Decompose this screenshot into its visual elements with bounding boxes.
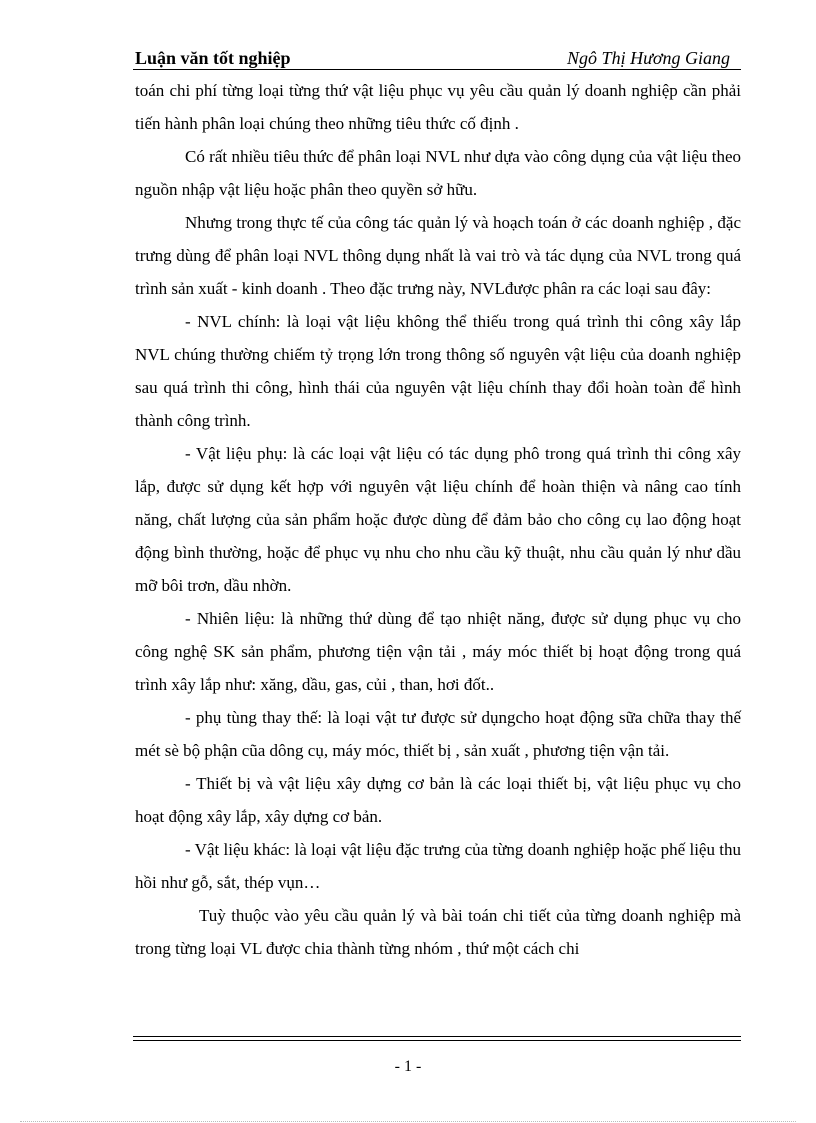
footer-rule [133,1040,741,1041]
page-header [135,48,740,70]
body-text [135,74,741,965]
paragraph: - NVL chính: là loại vật liệu không thể thiếu trong quá trình thi công xây lắp NVL chúng thường chiếm tỷ trọng lớn trong thông số nguyên vật liệu của doanh nghiệp sau quá trình thi công, hình thái của nguyên vật liệu chính thay đổi hoàn toàn để hình thành công trình. [135,312,741,430]
header-author: Ngô Thị Hương Giang [567,48,730,68]
header-title: Luận văn tốt nghiệp [135,48,291,68]
paragraph: - Nhiên liệu: là những thứ dùng để tạo nhiệt năng, được sử dụng phục vụ cho công nghệ SK sản phẩm, phương tiện vận tải , máy móc thiết bị hoạt động trong quá trình xây lắp như: xăng, dầu, gas, củi , than, hơi đốt.. [135,609,741,694]
page-edge [20,1121,796,1122]
paragraph: Có rất nhiều tiêu thức để phân loại NVL như dựa vào công dụng của vật liệu theo nguồn nhập vật liệu hoặc phân theo quyền sở hữu. [135,147,741,199]
page-number: - 1 - [394,1058,422,1075]
paragraph: Nhưng trong thực tế của công tác quản lý và hoạch toán ở các doanh nghiệp , đặc trưng dùng để phân loại NVL thông dụng nhất là vai trò và tác dụng của NVL trong quá trình sản xuất - kinh doanh . Theo đặc trưng này, NVLđược phân ra các loại sau đây: [135,213,741,298]
paragraph: toán chi phí từng loại từng thứ vật liệu phục vụ yêu cầu quản lý doanh nghiệp cần phải tiến hành phân loại chúng theo những tiêu thức cố định . [135,81,741,133]
header-rule [133,69,741,70]
paragraph: - Vật liệu phụ: là các loại vật liệu có tác dụng phô trong quá trình thi công xây lắp, được sử dụng kết hợp với nguyên vật liệu chính để hoàn thiện và nâng cao tính năng, chất lượng của sản phẩm hoặc được dùng để đảm bảo cho công cụ lao động hoạt động bình thường, hoặc để phục vụ nhu cho nhu cầu kỹ thuật, nhu cầu quản lý như dầu mỡ bôi trơn, dầu nhờn. [135,444,741,595]
footer-rule [133,1036,741,1037]
paragraph: - Vật liệu khác: là loại vật liệu đặc trưng của từng doanh nghiệp hoặc phế liệu thu hồi như gỗ, sắt, thép vụn… [135,840,741,892]
paragraph: - phụ tùng thay thế: là loại vật tư được sử dụngcho hoạt động sữa chữa thay thế mét sè bộ phận cũa dông cụ, máy móc, thiết bị , sản xuất , phương tiện vận tải. [135,708,741,760]
paragraph: - Thiết bị và vật liệu xây dựng cơ bản là các loại thiết bị, vật liệu phục vụ cho hoạt động xây lắp, xây dựng cơ bản. [135,774,741,826]
paragraph: Tuỳ thuộc vào yêu cầu quản lý và bài toán chi tiết của từng doanh nghiệp mà trong từng loại VL được chia thành từng nhóm , thứ một cách chi [135,906,741,958]
